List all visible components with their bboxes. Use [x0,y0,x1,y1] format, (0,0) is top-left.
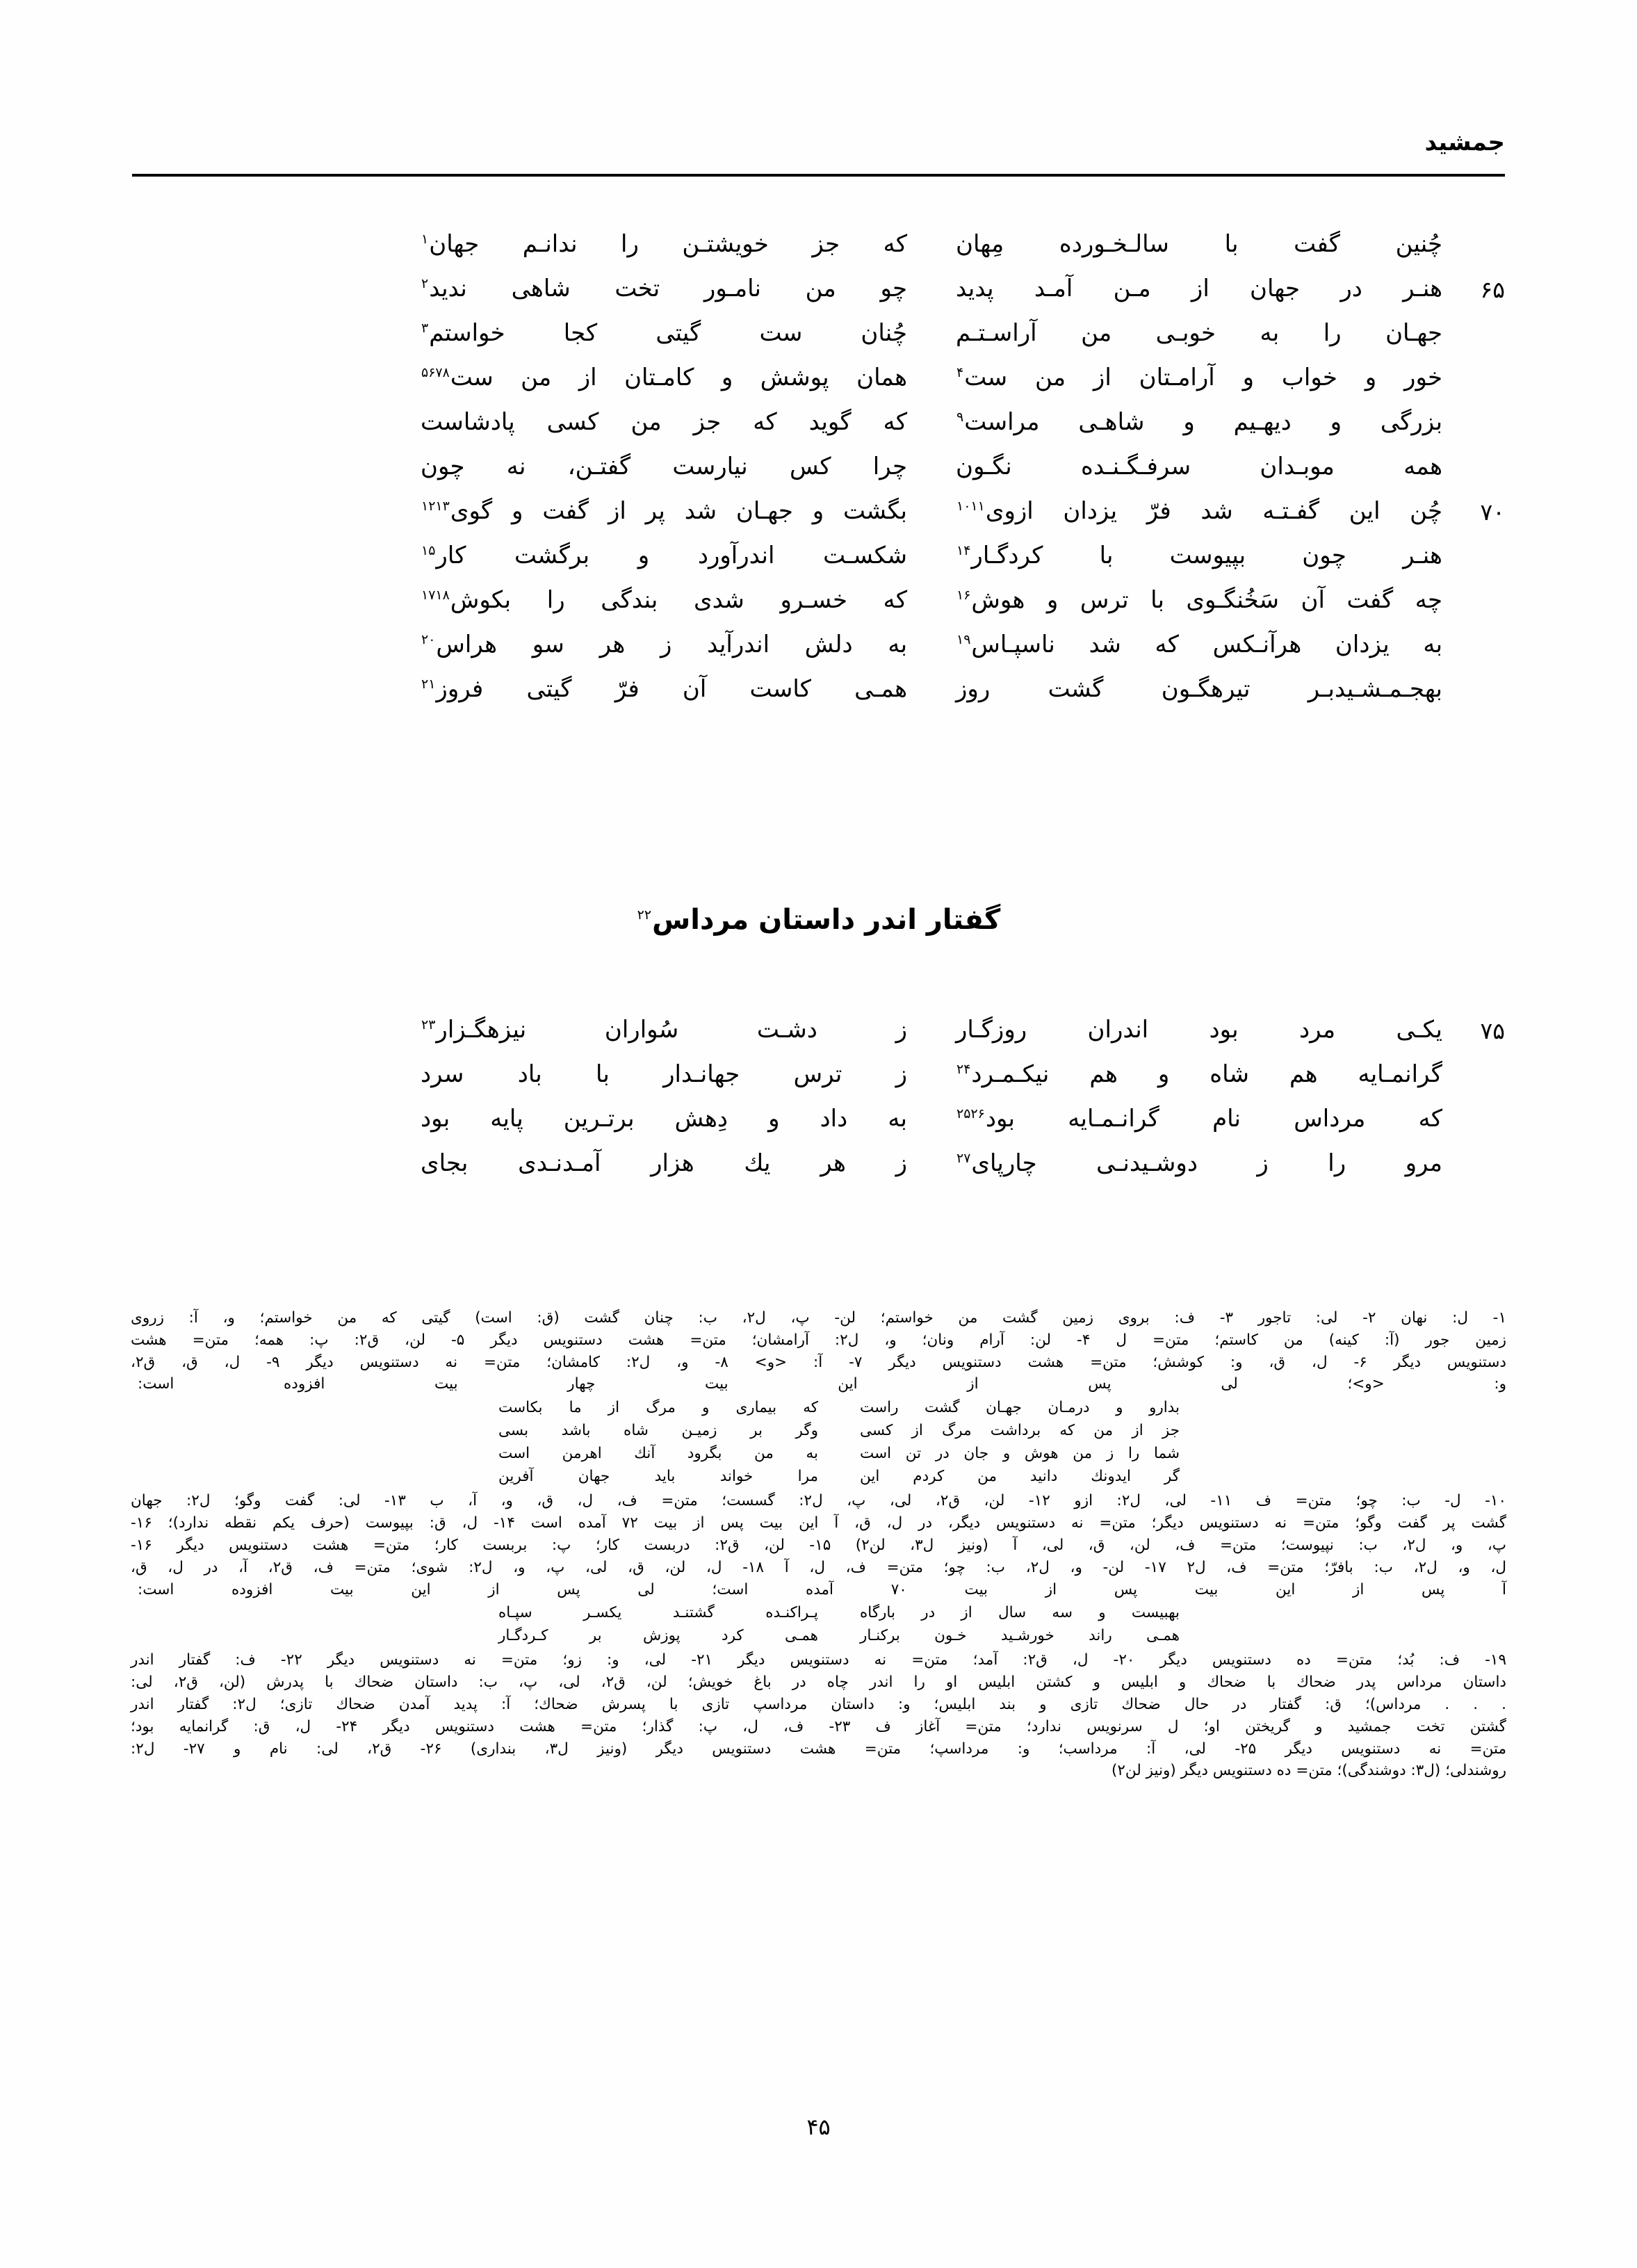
footnote-hemistich-first: بدارو و درمـان جهـان گشت راست [860,1399,1180,1417]
verse-block-part2 [132,1015,1505,1193]
hemistich-first: بهجـمـشـیدبـر تیرهگـون گشت روز [956,675,1442,703]
footnote-hemistich-first: بهبیست و سه سال از در بارگاه [860,1604,1180,1622]
folio-number: ۴۵ [806,2114,831,2140]
verse-couplet [132,1060,1505,1104]
footnote-verse-couplet [131,1420,1506,1443]
hemistich-second: چُنان ست گیتی کجا خواستم$^۳$ [421,319,908,347]
footnotes-apparatus [131,1307,1506,1782]
hemistich-second: که جز خویشتـن را ندانـم جهان$^۱$ [421,230,908,258]
footnote-line: زمین جور (آ: کینه) من کاستم؛ متن= ل ۴- لن: آرام ونان؛ و، ل۲: آرامشان؛ متن= هشت دستنویس دیگر ۵- لن، ق۲: پ: همه؛ متن= هشت [131,1331,1506,1349]
hemistich-second: که خسـرو شدی بندگی را بکوش$^{۱۷۱۸}$ [421,586,908,614]
footnote-line: پ، و، ل۲، ب: نپیوست؛ متن= ف، لن، ق، لی، آ (ونیز ل۳، لن۲) ۱۵- لن، ق۲: دربست کار؛ پ: بربست کار؛ متن= هشت دستنویس دیگر ۱۶- [131,1536,1506,1554]
footnote-line: . . . مرداس)؛ ق: گفتار در حال ضحاك تازی و بند ابلیس؛ و: داستان مرداسپ تازی با پسرش ضحاك؛ آ: پدید آمدن ضحاك تازی؛ ل۲: گفتار اندر [131,1695,1506,1713]
footnote-marker: ۲۳ [421,1016,436,1032]
hemistich-first: یکـی مرد بود اندران روزگـار [956,1016,1442,1044]
hemistich-second: بگشت و جهـان شد پر از گفت و گوی$^{۱۲۱۳}$ [421,497,907,525]
footnote-marker: ۱ [421,231,429,247]
footnote-marker: ۳ [421,320,429,336]
footnote-insert-intro: و: <و>؛ لی پس از این بیت چهار بیت افزوده است: [138,1375,1506,1393]
footnote-line: گشت پر گفت وگو؛ متن= نه دستنویس دیگر؛ متن= نه دستنویس دیگر، در ل، ق، آ این بیت پس از بیت ۷۲ آمده است ۱۴- ل، ق: بپیوست (حرف یکم نقطه ندارد)؛ ۱۶- [131,1514,1506,1532]
verse-number: ۶۵ [1480,276,1505,303]
footnote-marker: ۲۰ [421,631,436,647]
footnote-hemistich-second: مرا خواند باید جهان آفرین [498,1468,818,1486]
footnote-line: دستنویس دیگر ۶- ل، ق، و: کوشش؛ متن= هشت دستنویس دیگر ۷- آ: <و> ۸- و، ل۲: کامشان؛ متن= نه دستنویس دیگر ۹- ل، ق، ق۲، [131,1353,1507,1371]
hemistich-first: همه موبـدان سرفـگـنـده نگـون [956,453,1443,480]
running-head [132,131,1505,186]
footnote-line: ۱- ل: نهان ۲- لی: تاجور ۳- ف: بروی زمین گشت من خواستم؛ لن- پ، ل۲، ب: چنان گشت (ق: است) گیتی که من خواستم؛ و، آ: زروی [131,1309,1507,1327]
footnote-marker: ۱۲۱۳ [421,498,450,514]
verse-couplet [132,1015,1505,1060]
footnote-marker: ۱۵ [421,542,436,558]
footnote-line: داستان مرداس پدر ضحاك با ضحاك و ابلیس و کشتن ابلیس او را اندر چاه در باغ خویش؛ لن، ق۲، لی، پ، ب: داستان ضحاك با پدرش (لن، ق۲، لی: [131,1674,1506,1692]
footnote-hemistich-first: شما را ز من هوش و جان در تن است [860,1445,1180,1463]
footnote-hemistich-first: همـی راند خورشـید خـون برکنـار [860,1627,1180,1645]
footnote-marker: ۴ [956,364,964,380]
hemistich-first: که مرداس نام گرانـمـایه بود$^{۲۵۲۶}$ [956,1105,1443,1133]
footnote-marker: ۱۶ [956,587,971,603]
footnote-verse-couplet [131,1466,1506,1489]
verse-couplet [132,1104,1505,1149]
footnote-hemistich-second: پـراکنـده گشتنـد یکسـر سپـاه [498,1604,818,1622]
hemistich-first: چُن این گفـتـه شد فرّ یزدان ازوی$^{۱۰۱۱}$ [956,497,1443,525]
hemistich-second: شکسـت اندرآورد و برگشت کار$^{۱۵}$ [421,542,908,569]
hemistich-second: که گوید که جز من کسی پادشاست [421,408,908,436]
footnote-marker: ۱۰۱۱ [956,498,985,514]
verse-couplet [132,630,1505,674]
hemistich-second: چرا کس نیارست گفتـن، نه چون [421,453,907,480]
verse-number: ۷۵ [1480,1017,1505,1044]
hemistich-first: خور و خواب و آرامـتان از من ست$^۴$ [956,364,1443,391]
hemistich-first: هنـر در جهان از مـن آمـد پدید [956,275,1443,302]
footnote-marker: ۱۴ [956,542,971,558]
footnote-marker: ۲ [421,275,429,291]
footnote-marker: ۲۱ [421,676,436,692]
footnote-marker: ۱۹ [956,631,971,647]
section-heading-footnote-marker: ۲۲ [637,907,652,923]
footnote-hemistich-first: گر ایدونك دانید من کردم این [860,1468,1180,1486]
footnote-marker: ۵۶۷۸ [421,364,450,380]
footnote-line: گشتن تخت جمشید و گریختن او؛ ل سرنویس ندارد؛ متن= آغاز ف ۲۳- ف، ل، پ: گذار؛ متن= هشت دستنویس دیگر ۲۴- ل، ق: گرانمایه بود؛ [131,1717,1506,1735]
hemistich-second: همـی کاست آن فرّ گیتی فروز$^{۲۱}$ [421,675,908,703]
footnote-marker: ۲۴ [956,1061,971,1077]
footnote-marker: ۱۷۱۸ [421,587,450,603]
footnote-marker: ۲۷ [956,1150,971,1166]
header-divider [132,174,1505,177]
verse-couplet [132,274,1505,318]
footnote-line: ۱۹- ف: بُد؛ متن= ده دستنویس دیگر ۲۰- ل، ق۲: آمد؛ متن= نه دستنویس دیگر ۲۱- لی، و: زو؛ متن= نه دستنویس دیگر ۲۲- ف: گفتار اندر [131,1651,1506,1669]
hemistich-first: چه گفت آن سَخُنگـوی با ترس و هوش$^{۱۶}$ [956,586,1442,614]
hemistich-first: هنـر چون بپیوست با کردگـار$^{۱۴}$ [956,542,1442,569]
verse-couplet [132,363,1505,407]
verse-couplet [132,674,1505,719]
footnote-inserted-verses [131,1397,1506,1489]
verse-block-part1 [132,229,1505,719]
footnote-inserted-verses [131,1602,1506,1648]
verse-couplet [132,452,1505,496]
footnote-hemistich-second: به من بگرود آنك اهرمن است [498,1445,818,1463]
footnote-line: متن= نه دستنویس دیگر ۲۵- لی، آ: مرداسب؛ و: مرداسپ؛ متن= هشت دستنویس دیگر (ونیز ل۳، بنداری) ۲۶- ق۲، لی: نام و ۲۷- ل۲: [131,1740,1506,1758]
footnote-line: ل، و، ل۲، ب: بافرّ؛ متن= ف، ل۲ ۱۷- لن- و، ل۲، ب: چو؛ متن= ف، ل، آ ۱۸- ل، لن، ق، لی، پ، و، ل۲: شوی؛ متن= ف، ق۲، آ، در ل، ق، [131,1558,1507,1576]
hemistich-first: مرو را ز دوشـیدنـی چارپای$^{۲۷}$ [956,1149,1442,1177]
hemistich-second: به دلش اندرآید ز هر سو هراس$^{۲۰}$ [421,631,908,658]
hemistich-first: چُنین گفت با سالـخـورده مِهان [956,230,1443,258]
footnote-marker: ۹ [956,409,964,425]
hemistich-second: ز دشـت سُواران نیزهگـزار$^{۲۳}$ [421,1016,908,1044]
hemistich-first: به یزدان هرآنـکس که شد ناسپـاس$^{۱۹}$ [956,631,1443,658]
footnote-line: روشندلی؛ (ل۳: دوشندگی)؛ متن= ده دستنویس دیگر (ونیز لن۲) [1111,1762,1506,1780]
footnote-hemistich-first: جز از من که برداشت مرگ از کسی [860,1422,1180,1440]
verse-couplet [132,407,1505,452]
footnote-line: ۱۰- ل- ب: چو؛ متن= ف ۱۱- لی، ل۲: ازو ۱۲- لن، ق۲، لی، پ، ل۲: گسست؛ متن= ف، ل، ق، و، آ، ب ۱۳- لی: گفت وگو؛ ل۲: جهان [131,1492,1506,1510]
hemistich-second: چو من نامـور تخت شاهی ندید$^۲$ [421,275,908,302]
verse-couplet [132,585,1505,630]
footnote-marker: ۲۵۲۶ [956,1105,985,1121]
footnote-insert-intro: آ پس از این بیت پس از بیت ۷۰ آمده است؛ لی پس از این بیت افزوده است: [138,1580,1507,1598]
hemistich-first: بزرگی و دیهـیم و شاهـی مراست$^۹$ [956,408,1443,436]
hemistich-second: ز هر یك هزار آمـدنـدی بجای [421,1149,907,1177]
verse-couplet [132,1149,1505,1193]
verse-couplet [132,541,1505,585]
footnote-verse-couplet [131,1397,1506,1420]
hemistich-first: جهـان را به خوبـی من آراسـتـم [956,319,1443,347]
hemistich-second: ز ترس جهانـدار با باد سرد [421,1060,908,1088]
hemistich-second: به داد و دِهش برتـرین پایه بود [421,1105,908,1133]
verse-number: ۷۰ [1480,499,1505,526]
hemistich-first: گرانمـایه هم شاه و هم نیکـمـرد$^{۲۴}$ [956,1060,1442,1088]
footnote-verse-couplet [131,1602,1506,1625]
footnote-verse-couplet [131,1625,1506,1648]
section-heading-text: گفتار اندر داستان مرداس [652,904,1001,936]
footnote-hemistich-second: که بیماری و مرگ از ما بکاست [498,1399,818,1417]
footnote-hemistich-second: وگر بر زمیـن شاه باشد بسی [498,1422,818,1440]
verse-couplet [132,229,1505,274]
hemistich-second: همان پوشش و کامـتان از من ست$^{۵۶۷۸}$ [421,364,908,391]
section-heading [132,904,1505,936]
verse-couplet [132,318,1505,363]
footnote-hemistich-second: همـی کرد پوزش بر کـردگـار [498,1627,818,1645]
running-head-title: جمشید [1424,129,1505,156]
verse-couplet [132,496,1505,541]
footnote-verse-couplet [131,1443,1506,1466]
